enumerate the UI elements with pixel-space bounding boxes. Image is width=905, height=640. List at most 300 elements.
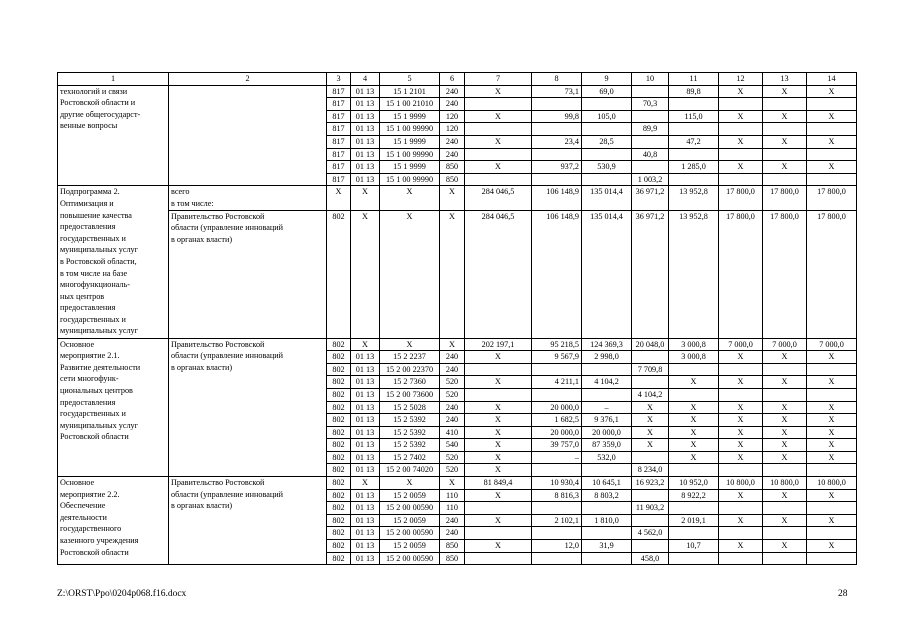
table-cell: 70,3 <box>632 98 669 111</box>
table-cell: X <box>465 414 532 427</box>
table-cell: 23,4 <box>532 135 582 148</box>
table-cell <box>669 464 719 477</box>
cell-line: Подпрограмма 2. <box>60 187 120 197</box>
table-cell: 47,2 <box>669 135 719 148</box>
table-cell: 01 13 <box>351 414 380 427</box>
budget-table <box>57 72 857 565</box>
column-number: 6 <box>440 73 465 86</box>
table-cell: X <box>763 85 807 98</box>
table-cell: 202 197,1 <box>465 338 532 351</box>
table-cell: X <box>669 439 719 452</box>
table-cell: 15 2 00 00590 <box>380 527 440 540</box>
table-cell: 284 046,5 <box>465 186 532 210</box>
table-cell: X <box>440 338 465 351</box>
table-cell <box>807 363 857 376</box>
table-cell: 9 567,9 <box>532 351 582 364</box>
table-cell: X <box>807 351 857 364</box>
cell-line: в том числе на базе <box>60 268 128 278</box>
cell-line: мероприятие 2.2. <box>60 489 120 499</box>
table-cell: X <box>807 376 857 389</box>
table-cell <box>763 98 807 111</box>
table-cell: 4 104,2 <box>582 376 632 389</box>
table-cell: 73,1 <box>532 85 582 98</box>
table-cell: 115,0 <box>669 110 719 123</box>
table-cell: 01 13 <box>351 351 380 364</box>
table-cell: 817 <box>327 123 351 136</box>
table-cell: X <box>719 426 763 439</box>
table-cell <box>465 552 532 565</box>
cell-line: предоставления <box>60 303 116 313</box>
table-cell: X <box>465 85 532 98</box>
table-cell: X <box>719 540 763 553</box>
table-cell: 15 2 00 73600 <box>380 388 440 401</box>
column-number: 12 <box>719 73 763 86</box>
table-cell: 17 800,0 <box>807 186 857 210</box>
table-cell <box>532 464 582 477</box>
cell-line: Развитие деятельности <box>60 362 141 372</box>
table-cell: X <box>719 514 763 527</box>
table-cell: 520 <box>440 451 465 464</box>
table-cell: 15 2 5028 <box>380 401 440 414</box>
table-cell: X <box>763 414 807 427</box>
table-cell: X <box>380 477 440 490</box>
table-cell <box>465 98 532 111</box>
table-cell: 01 13 <box>351 135 380 148</box>
table-cell <box>632 540 669 553</box>
table-cell: 1 682,5 <box>532 414 582 427</box>
table-cell: 817 <box>327 110 351 123</box>
table-cell: 01 13 <box>351 173 380 186</box>
table-cell: 850 <box>440 552 465 565</box>
table-cell <box>632 451 669 464</box>
cell-line: другие общегосударст- <box>60 109 141 119</box>
table-cell <box>465 123 532 136</box>
table-cell: 802 <box>327 540 351 553</box>
table-cell: X <box>465 426 532 439</box>
table-cell: 15 2 5392 <box>380 414 440 427</box>
table-cell <box>807 527 857 540</box>
table-cell: X <box>440 477 465 490</box>
table-cell: 20 000,0 <box>532 401 582 414</box>
table-cell <box>763 123 807 136</box>
table-cell: 817 <box>327 98 351 111</box>
table-cell <box>582 388 632 401</box>
cell-line: предоставления <box>60 222 116 232</box>
table-cell: 15 1 2101 <box>380 85 440 98</box>
table-cell <box>719 464 763 477</box>
table-cell <box>582 552 632 565</box>
cell-line: области (управление инноваций <box>171 489 284 499</box>
table-cell <box>465 363 532 376</box>
table-cell: X <box>763 401 807 414</box>
table-cell: 01 13 <box>351 451 380 464</box>
table-cell <box>669 363 719 376</box>
table-cell: 89,8 <box>669 85 719 98</box>
table-cell: 11 903,2 <box>632 502 669 515</box>
table-row <box>58 477 857 490</box>
table-cell: 105,0 <box>582 110 632 123</box>
table-cell: X <box>632 414 669 427</box>
table-cell: X <box>763 110 807 123</box>
column-number: 3 <box>327 73 351 86</box>
cell-line: Оптимизация и <box>60 198 114 208</box>
table-cell: X <box>465 464 532 477</box>
table-cell: X <box>719 414 763 427</box>
column-number: 11 <box>669 73 719 86</box>
table-cell <box>763 527 807 540</box>
table-cell <box>582 527 632 540</box>
table-cell: X <box>807 110 857 123</box>
table-cell: 110 <box>440 502 465 515</box>
table-cell: – <box>582 401 632 414</box>
table-cell: 240 <box>440 98 465 111</box>
table-cell: 15 2 0059 <box>380 540 440 553</box>
table-cell: 284 046,5 <box>465 210 532 338</box>
cell-line: деятельности <box>60 512 107 522</box>
table-cell: 802 <box>327 363 351 376</box>
table-cell: X <box>380 338 440 351</box>
table-cell: 817 <box>327 135 351 148</box>
table-cell: X <box>719 439 763 452</box>
table-cell: X <box>351 186 380 210</box>
cell-line: Основное <box>60 339 95 349</box>
table-cell <box>632 351 669 364</box>
table-cell: 817 <box>327 161 351 174</box>
table-cell: 135 014,4 <box>582 210 632 338</box>
table-cell <box>632 161 669 174</box>
table-cell: 69,0 <box>582 85 632 98</box>
executor-cell <box>169 186 327 210</box>
cell-line: государственного <box>60 524 122 534</box>
cell-line: Обеспечение <box>60 501 106 511</box>
table-cell: 99,8 <box>532 110 582 123</box>
table-cell <box>465 173 532 186</box>
cell-line: Ростовской области <box>60 432 129 442</box>
table-cell <box>532 148 582 161</box>
table-cell: X <box>465 439 532 452</box>
table-cell <box>807 388 857 401</box>
table-cell: 01 13 <box>351 552 380 565</box>
table-cell: 15 1 00 21010 <box>380 98 440 111</box>
table-cell: X <box>632 439 669 452</box>
cell-line: Правительство Ростовской <box>171 211 265 221</box>
executor-cell <box>169 210 327 338</box>
table-cell: 850 <box>440 173 465 186</box>
table-cell: 240 <box>440 401 465 414</box>
table-cell: 10 952,0 <box>669 477 719 490</box>
table-cell: 01 13 <box>351 148 380 161</box>
table-cell: X <box>719 451 763 464</box>
cell-line: в органах власти) <box>171 234 233 244</box>
table-cell: 15 2 00 22370 <box>380 363 440 376</box>
table-cell: X <box>465 401 532 414</box>
cell-line: муниципальных услуг <box>60 326 138 336</box>
table-cell: 10,7 <box>669 540 719 553</box>
cell-line: государственных и <box>60 233 126 243</box>
table-cell: 802 <box>327 502 351 515</box>
cell-line: Правительство Ростовской <box>171 478 265 488</box>
table-cell: X <box>465 489 532 502</box>
table-cell <box>719 98 763 111</box>
table-cell: 530,9 <box>582 161 632 174</box>
table-cell: 802 <box>327 489 351 502</box>
table-cell: X <box>807 489 857 502</box>
table-cell: X <box>719 489 763 502</box>
table-cell: 15 2 00 00590 <box>380 502 440 515</box>
table-cell <box>719 173 763 186</box>
table-cell: 240 <box>440 351 465 364</box>
table-cell: X <box>669 376 719 389</box>
table-cell: 01 13 <box>351 426 380 439</box>
table-cell: X <box>807 540 857 553</box>
table-cell: X <box>632 401 669 414</box>
executor-cell <box>169 85 327 186</box>
table-cell: 240 <box>440 527 465 540</box>
table-cell: 01 13 <box>351 514 380 527</box>
table-cell: 15 2 00 74020 <box>380 464 440 477</box>
table-cell <box>719 363 763 376</box>
table-cell: X <box>807 161 857 174</box>
table-cell: 9 376,1 <box>582 414 632 427</box>
table-cell: 802 <box>327 477 351 490</box>
table-cell: X <box>807 85 857 98</box>
table-cell: 7 709,8 <box>632 363 669 376</box>
table-cell <box>632 135 669 148</box>
column-number: 10 <box>632 73 669 86</box>
table-cell: 15 2 0059 <box>380 514 440 527</box>
table-cell: 15 1 00 99990 <box>380 123 440 136</box>
cell-line: Правительство Ростовской <box>171 339 265 349</box>
table-cell <box>532 123 582 136</box>
table-cell <box>763 502 807 515</box>
table-cell: X <box>763 451 807 464</box>
table-cell: X <box>669 451 719 464</box>
table-cell: 10 800,0 <box>719 477 763 490</box>
table-header-row <box>58 73 857 86</box>
table-cell: X <box>763 439 807 452</box>
table-cell: 16 923,2 <box>632 477 669 490</box>
activity-name-cell <box>58 85 169 186</box>
cell-line: многофункциональ- <box>60 280 130 290</box>
table-cell: 01 13 <box>351 376 380 389</box>
table-cell <box>465 148 532 161</box>
table-cell <box>719 388 763 401</box>
cell-line: в органах власти) <box>171 501 233 511</box>
table-cell: 15 2 7360 <box>380 376 440 389</box>
table-cell: X <box>440 186 465 210</box>
table-cell <box>532 98 582 111</box>
table-cell: X <box>719 161 763 174</box>
table-cell: 40,8 <box>632 148 669 161</box>
table-cell: 01 13 <box>351 464 380 477</box>
table-cell: 01 13 <box>351 401 380 414</box>
table-cell: 10 645,1 <box>582 477 632 490</box>
table-cell: 12,0 <box>532 540 582 553</box>
table-cell: 410 <box>440 426 465 439</box>
table-cell: 89,9 <box>632 123 669 136</box>
table-cell: X <box>807 426 857 439</box>
cell-line: государственных и <box>60 409 126 419</box>
table-cell: X <box>719 376 763 389</box>
activity-name-cell <box>58 477 169 565</box>
table-cell: X <box>440 210 465 338</box>
table-cell: 124 369,3 <box>582 338 632 351</box>
table-cell: 15 1 9999 <box>380 161 440 174</box>
table-cell: X <box>763 514 807 527</box>
table-cell: 31,9 <box>582 540 632 553</box>
table-cell: X <box>465 135 532 148</box>
cell-line: муниципальных услуг <box>60 420 138 430</box>
table-cell <box>465 527 532 540</box>
table-cell: 240 <box>440 85 465 98</box>
table-cell: 135 014,4 <box>582 186 632 210</box>
column-number: 13 <box>763 73 807 86</box>
table-cell: 802 <box>327 338 351 351</box>
column-number: 4 <box>351 73 380 86</box>
table-cell: 01 13 <box>351 123 380 136</box>
table-cell: 520 <box>440 376 465 389</box>
table-cell: 802 <box>327 414 351 427</box>
table-cell: 2 998,0 <box>582 351 632 364</box>
table-cell: 120 <box>440 123 465 136</box>
table-cell: 520 <box>440 464 465 477</box>
table-cell: 15 2 2237 <box>380 351 440 364</box>
table-cell: 36 971,2 <box>632 186 669 210</box>
table-cell: 10 800,0 <box>807 477 857 490</box>
table-cell: 8 803,2 <box>582 489 632 502</box>
table-cell: 850 <box>440 540 465 553</box>
cell-line: области (управление инноваций <box>171 223 284 233</box>
cell-line: в органах власти) <box>171 362 233 372</box>
cell-line: Ростовской области <box>60 547 129 557</box>
table-cell: 17 800,0 <box>719 186 763 210</box>
table-cell: 110 <box>440 489 465 502</box>
table-cell: 95 218,5 <box>532 338 582 351</box>
table-cell <box>807 123 857 136</box>
table-cell <box>582 148 632 161</box>
table-cell: 01 13 <box>351 439 380 452</box>
table-cell <box>719 123 763 136</box>
column-number: 1 <box>58 73 169 86</box>
table-cell: 01 13 <box>351 110 380 123</box>
table-cell <box>582 502 632 515</box>
table-cell <box>582 98 632 111</box>
cell-line: муниципальных услуг <box>60 245 138 255</box>
table-row <box>58 186 857 210</box>
column-number: 8 <box>532 73 582 86</box>
table-cell <box>669 388 719 401</box>
table-cell: X <box>380 186 440 210</box>
table-cell <box>763 148 807 161</box>
table-cell <box>669 123 719 136</box>
table-cell: X <box>465 451 532 464</box>
table-cell: 4 562,0 <box>632 527 669 540</box>
activity-name-cell <box>58 338 169 477</box>
table-cell: X <box>669 414 719 427</box>
table-cell: X <box>465 376 532 389</box>
table-cell: 10 930,4 <box>532 477 582 490</box>
table-cell <box>807 552 857 565</box>
table-cell: 817 <box>327 148 351 161</box>
table-cell: – <box>532 451 582 464</box>
table-cell: 3 000,8 <box>669 338 719 351</box>
table-cell: 802 <box>327 514 351 527</box>
table-cell <box>532 527 582 540</box>
table-cell <box>532 388 582 401</box>
table-cell: 10 800,0 <box>763 477 807 490</box>
footer-file-path: Z:\ORST\Ppo\0204p068.f16.docx <box>57 589 187 599</box>
table-cell: 802 <box>327 210 351 338</box>
table-cell: 15 1 9999 <box>380 110 440 123</box>
table-cell: X <box>763 351 807 364</box>
cell-line: в Ростовской области, <box>60 256 137 266</box>
table-cell: 15 2 5392 <box>380 426 440 439</box>
table-cell: 240 <box>440 414 465 427</box>
table-cell: 1 003,2 <box>632 173 669 186</box>
table-cell: X <box>351 210 380 338</box>
table-cell: X <box>465 161 532 174</box>
cell-line: сети многофунк- <box>60 374 119 384</box>
table-cell <box>582 173 632 186</box>
table-cell <box>763 388 807 401</box>
cell-line: всего <box>171 187 190 197</box>
table-cell: 802 <box>327 351 351 364</box>
table-cell: 802 <box>327 439 351 452</box>
table-cell: 15 1 00 99990 <box>380 148 440 161</box>
table-cell <box>582 464 632 477</box>
table-cell: 8 922,2 <box>669 489 719 502</box>
table-cell: 01 13 <box>351 388 380 401</box>
table-cell: 15 2 7402 <box>380 451 440 464</box>
table-cell: 13 952,8 <box>669 186 719 210</box>
table-cell: 01 13 <box>351 489 380 502</box>
table-cell <box>669 552 719 565</box>
table-cell: 7 000,0 <box>763 338 807 351</box>
table-cell: 15 2 00 00590 <box>380 552 440 565</box>
table-cell: 36 971,2 <box>632 210 669 338</box>
table-row <box>58 338 857 351</box>
table-cell: 8 816,3 <box>532 489 582 502</box>
table-cell: X <box>351 338 380 351</box>
table-cell: 8 234,0 <box>632 464 669 477</box>
table-cell: 802 <box>327 401 351 414</box>
table-cell: 458,0 <box>632 552 669 565</box>
table-cell: 3 000,8 <box>669 351 719 364</box>
table-cell <box>632 514 669 527</box>
table-cell: 87 359,0 <box>582 439 632 452</box>
table-cell: 540 <box>440 439 465 452</box>
cell-line: ных центров <box>60 291 105 301</box>
table-cell <box>669 148 719 161</box>
table-cell: X <box>719 135 763 148</box>
table-cell: X <box>719 401 763 414</box>
table-cell: 01 13 <box>351 527 380 540</box>
table-cell <box>763 363 807 376</box>
table-cell: X <box>719 351 763 364</box>
table-cell: 2 102,1 <box>532 514 582 527</box>
cell-line: Основное <box>60 478 95 488</box>
table-cell <box>465 388 532 401</box>
table-cell: X <box>669 401 719 414</box>
table-cell <box>669 98 719 111</box>
table-row <box>58 85 857 98</box>
cell-line: области (управление инноваций <box>171 351 284 361</box>
table-cell: 802 <box>327 388 351 401</box>
cell-line: в том числе: <box>171 198 214 208</box>
table-cell: X <box>327 186 351 210</box>
table-cell <box>763 173 807 186</box>
table-cell <box>669 173 719 186</box>
